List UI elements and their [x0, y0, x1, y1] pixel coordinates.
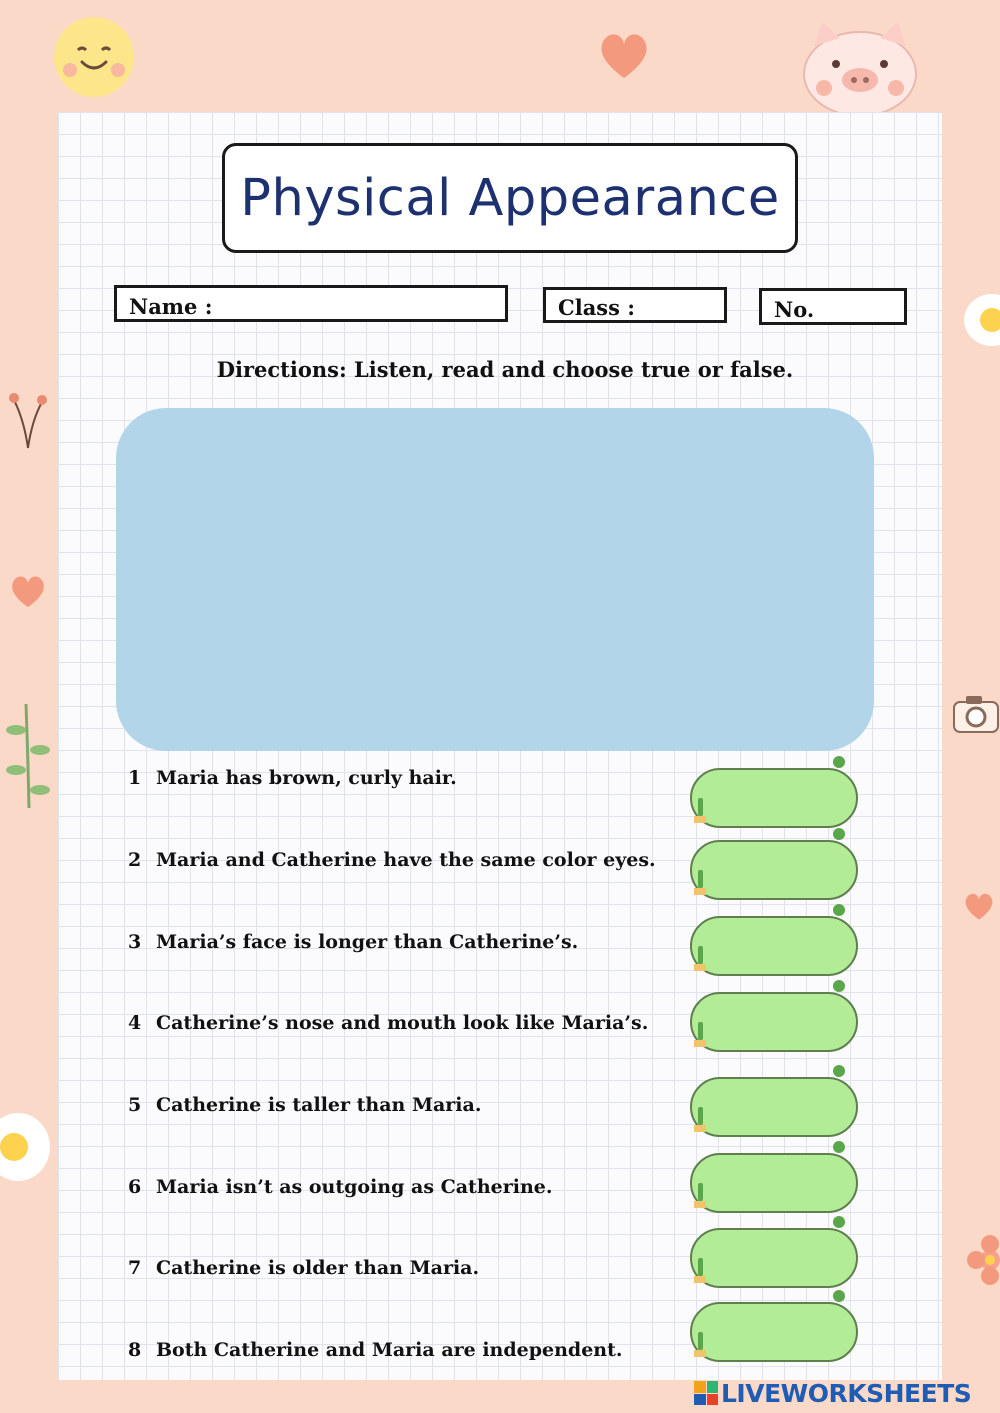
question-row	[128, 1176, 688, 1216]
cactus-icon	[830, 978, 848, 994]
cactus-icon	[692, 1254, 708, 1284]
question-text: Maria isn’t as outgoing as Catherine.	[156, 1176, 553, 1198]
logo-mark-icon	[694, 1381, 718, 1405]
cactus-icon	[692, 1018, 708, 1048]
cactus-icon	[692, 942, 708, 972]
question-number: 7	[128, 1257, 142, 1279]
question-text: Maria has brown, curly hair.	[156, 767, 457, 789]
smiley-sun-icon	[48, 14, 140, 100]
answer-select-2[interactable]	[690, 836, 862, 902]
class-field[interactable]	[543, 287, 727, 323]
cactus-icon	[692, 1328, 708, 1358]
question-number: 2	[128, 849, 142, 871]
question-number: 3	[128, 931, 142, 953]
flower-sprig-icon	[4, 380, 52, 450]
question-number: 5	[128, 1094, 142, 1116]
egg-icon	[962, 290, 1000, 350]
class-label: Class :	[558, 295, 636, 320]
question-row	[128, 767, 688, 807]
cactus-icon	[830, 1214, 848, 1230]
heart-icon	[596, 28, 652, 82]
egg-icon	[0, 1110, 50, 1184]
pig-face-icon	[800, 16, 920, 116]
camera-icon	[952, 692, 1000, 736]
cactus-icon	[830, 826, 848, 842]
question-row	[128, 1094, 688, 1134]
answer-select-3[interactable]	[690, 912, 862, 978]
number-label: No.	[774, 297, 815, 322]
directions-text: Directions: Listen, read and choose true or false.	[216, 357, 794, 382]
question-row	[128, 931, 688, 971]
answer-box[interactable]	[690, 1228, 858, 1288]
answer-box[interactable]	[690, 1302, 858, 1362]
question-text: Catherine is older than Maria.	[156, 1257, 480, 1279]
question-text: Maria and Catherine have the same color eyes.	[156, 849, 656, 871]
heart-icon	[8, 572, 48, 610]
cactus-icon	[830, 1139, 848, 1155]
page-title: Physical Appearance	[240, 168, 780, 228]
name-label: Name :	[129, 294, 213, 319]
leaf-branch-icon	[4, 700, 54, 810]
title-banner	[222, 143, 798, 253]
answer-select-7[interactable]	[690, 1224, 862, 1290]
cactus-icon	[692, 794, 708, 824]
cactus-icon	[830, 902, 848, 918]
name-field[interactable]	[114, 285, 508, 322]
question-row	[128, 1339, 688, 1379]
answer-select-4[interactable]	[690, 988, 862, 1054]
liveworksheets-logo[interactable]	[694, 1376, 971, 1410]
cactus-icon	[692, 1179, 708, 1209]
number-field[interactable]	[759, 288, 907, 325]
answer-select-8[interactable]	[690, 1298, 862, 1364]
answer-box[interactable]	[690, 916, 858, 976]
answer-select-5[interactable]	[690, 1073, 862, 1139]
cactus-icon	[692, 1103, 708, 1133]
question-row	[128, 849, 688, 889]
question-number: 4	[128, 1012, 142, 1034]
heart-icon	[962, 890, 996, 922]
question-number: 6	[128, 1176, 142, 1198]
question-text: Catherine’s nose and mouth look like Maria’s.	[156, 1012, 649, 1034]
answer-select-6[interactable]	[690, 1149, 862, 1215]
answer-box[interactable]	[690, 992, 858, 1052]
question-number: 8	[128, 1339, 142, 1361]
cactus-icon	[692, 866, 708, 896]
question-row	[128, 1012, 688, 1052]
cactus-icon	[830, 1063, 848, 1079]
answer-box[interactable]	[690, 1153, 858, 1213]
answer-box[interactable]	[690, 1077, 858, 1137]
flower-icon	[962, 1230, 1000, 1290]
answer-select-1[interactable]	[690, 764, 862, 830]
logo-text: LIVEWORKSHEETS	[721, 1378, 972, 1408]
question-text: Maria’s face is longer than Catherine’s.	[156, 931, 579, 953]
question-text: Both Catherine and Maria are independent.	[156, 1339, 623, 1361]
cactus-icon	[830, 1288, 848, 1304]
answer-box[interactable]	[690, 768, 858, 828]
answer-box[interactable]	[690, 840, 858, 900]
audio-panel[interactable]	[116, 408, 874, 751]
question-number: 1	[128, 767, 142, 789]
question-text: Catherine is taller than Maria.	[156, 1094, 482, 1116]
cactus-icon	[830, 754, 848, 770]
question-row	[128, 1257, 688, 1297]
